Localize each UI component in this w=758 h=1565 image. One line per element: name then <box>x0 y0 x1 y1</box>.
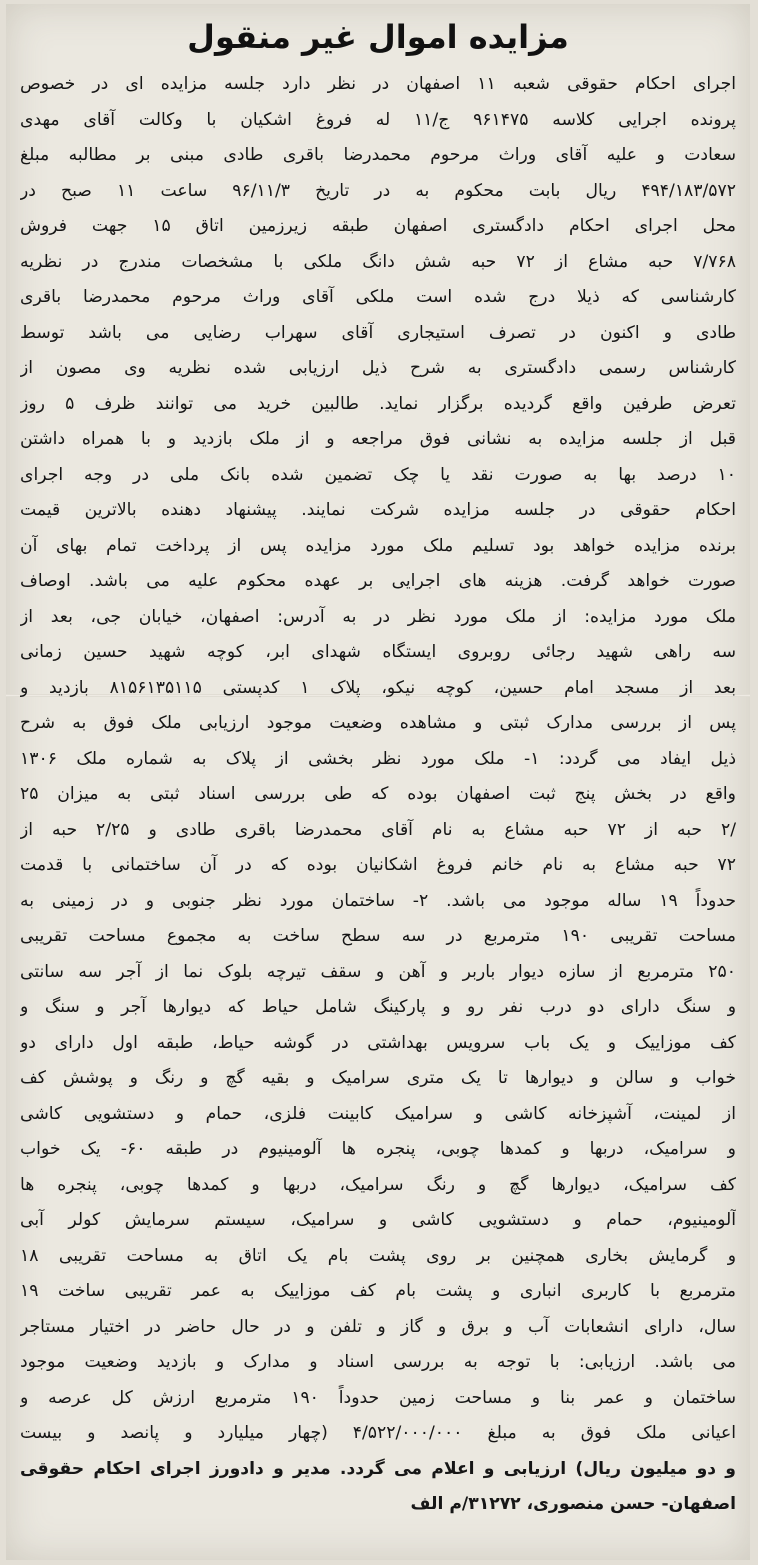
notice-line: ذیل ایفاد می گردد: ۱- ملک مورد نظر بخشی از پلاک به شماره ملک ۱۳۰۶ <box>20 748 736 769</box>
notice-line: و دو میلیون ریال) ارزیابی و اعلام می گردد. مدیر و دادورز اجرای احکام حقوقی <box>20 1458 736 1479</box>
notice-line: حدوداً ۱۹ ساله موجود می باشد. ۲- ساختمان مورد نظر جنوبی و در زمینی به <box>20 890 736 911</box>
notice-line: و گرمایش بخاری همچنین بر روی پشت بام یک اتاق به مساحت تقریبی ۱۸ <box>20 1245 736 1266</box>
notice-line: آلومینیوم، حمام و دستشویی کاشی و سرامیک، سیستم سرمایش کولر آبی <box>20 1210 736 1230</box>
notice-line: اعیانی ملک فوق به مبلغ ۴/۵۲۲/۰۰۰/۰۰۰ (چهار میلیارد و پانصد و بیست <box>20 1423 736 1443</box>
notice-line: از لمینت، آشپزخانه کاشی و سرامیک کابینت فلزی، حمام و دستشویی کاشی <box>20 1103 736 1124</box>
notice-line: برنده مزایده خواهد بود تسلیم ملک مورد مزایده پس از پرداخت تمام بهای آن <box>20 535 736 556</box>
notice-line: قبل از جلسه مزایده به نشانی فوق مراجعه و از ملک بازدید و با همراه داشتن <box>20 429 736 449</box>
newspaper-clipping <box>6 4 750 1560</box>
notice-title: مزایده اموال غیر منقول <box>187 18 569 56</box>
notice-line: ساختمان و عمر بنا و مساحت زمین حدوداً ۱۹۰ مترمربع ارزش کل عرصه و <box>20 1387 736 1408</box>
notice-line: ۷۲ حبه مشاع به نام خانم فروغ اشکانیان بوده که در آن ساختمانی با قدمت <box>20 855 736 875</box>
notice-line: می باشد. ارزیابی: با توجه به بررسی اسناد و مدارک و بازدید وضعیت موجود <box>20 1352 736 1372</box>
notice-line: ۲۵۰ مترمربع از سازه دیوار باربر و آهن و سقف تیرچه بلوک نما از آجر سه سانتی <box>20 961 736 982</box>
notice-line: مساحت تقریبی ۱۹۰ مترمربع در سه سطح ساخت به مجموع مساحت تقریبی <box>20 926 736 946</box>
notice-line: اجرای احکام حقوقی شعبه ۱۱ اصفهان در نظر دارد جلسه مزایده ای در خصوص <box>20 74 736 94</box>
notice-line: سال، دارای انشعابات آب و برق و گاز و تلفن و در حال حاضر در اختیار مستاجر <box>20 1316 736 1337</box>
notice-line: خواب و سالن و دیوارها تا یک متری سرامیک و بقیه گچ و رنگ و پوشش کف <box>20 1068 736 1088</box>
notice-line: طادی و اکنون در تصرف استیجاری آقای سهراب رضایی می باشد توسط <box>20 322 736 343</box>
notice-line: ۱۰ درصد بها به صورت نقد یا چک تضمین شده بانک ملی در وجه اجرای <box>20 464 736 485</box>
notice-line: ملک مورد مزایده: از ملک مورد نظر در به آدرس: اصفهان، خیابان جی، بعد از <box>20 606 736 627</box>
notice-line: بعد از مسجد امام حسین، کوچه نیکو، پلاک ۱ کدپستی ۸۱۵۶۱۳۵۱۱۵ بازدید و <box>20 677 736 698</box>
notice-line: صورت خواهد گرفت. هزینه های اجرایی بر عهده محکوم علیه می باشد. اوصاف <box>20 571 736 591</box>
notice-line: /۲ حبه از ۷۲ حبه مشاع به نام آقای محمدرضا باقری طادی و ۲/۲۵ حبه از <box>20 819 736 840</box>
notice-body <box>20 67 736 1523</box>
notice-line: سعادت و علیه آقای وراث مرحوم محمدرضا باقری طادی مبنی بر مطالبه مبلغ <box>20 145 736 165</box>
notice-line: سه راهی شهید رجائی روبروی ایستگاه شهدای ابر، کوچه شهید حسین زمانی <box>20 642 736 662</box>
notice-line: کارشناسی که ذیلا درج شده است ملکی آقای وراث مرحوم محمدرضا باقری <box>20 287 736 307</box>
notice-line: کف سرامیک، دیوارها گچ و رنگ سرامیک، دربها و کمدها چوبی، پنجره ها <box>20 1174 736 1195</box>
notice-line: و سرامیک، دربها و کمدها چوبی، پنجره ها آلومینیوم در طبقه ۶۰- یک خواب <box>20 1139 736 1159</box>
notice-line: پس از بررسی مدارک ثبتی و مشاهده وضعیت موجود ارزیابی ملک فوق به شرح <box>20 713 736 733</box>
notice-line: محل اجرای احکام دادگستری اصفهان طبقه زیرزمین اتاق ۱۵ جهت فروش <box>20 216 736 236</box>
notice-line: و سنگ دارای دو درب نفر رو و پارکینگ شامل حیاط که دیوارها آجر و سنگ و <box>20 997 736 1017</box>
notice-line: ۷/۷۶۸ حبه مشاع از ۷۲ حبه شش دانگ ملکی با مشخصات مندرج در نظریه <box>20 251 736 272</box>
notice-line: اصفهان- حسن منصوری، ۳۱۲۷۲/م الف <box>410 1494 736 1514</box>
notice-line: پرونده اجرایی کلاسه ۹۶۱۴۷۵ ج/۱۱ له فروغ اشکیان با وکالت آقای مهدی <box>20 109 736 130</box>
notice-line: واقع در بخش پنج ثبت اصفهان بوده که طی بررسی اسناد ثبتی به میزان ۲۵ <box>20 784 736 804</box>
notice-line: مترمربع با کاربری انباری و پشت بام کف موزاییک به عمر تقریبی ساخت ۱۹ <box>20 1281 736 1301</box>
notice-line: کف موزاییک و یک باب سرویس بهداشتی در گوشه حیاط، طبقه اول دارای دو <box>20 1032 736 1053</box>
notice-line: احکام حقوقی در جلسه مزایده شرکت نمایند. پیشنهاد دهنده بالاترین قیمت <box>20 500 736 520</box>
notice-line: کارشناس رسمی دادگستری به شرح ذیل ارزیابی شده نظریه وی مصون از <box>20 358 736 378</box>
notice-line: تعرض طرفین واقع گردیده برگزار نماید. طالبین خرید می توانند ظرف ۵ روز <box>20 393 736 414</box>
notice-line: ۴۹۴/۱۸۳/۵۷۲ ریال بابت محکوم به در تاریخ ۹۶/۱۱/۳ ساعت ۱۱ صبح در <box>20 180 736 201</box>
